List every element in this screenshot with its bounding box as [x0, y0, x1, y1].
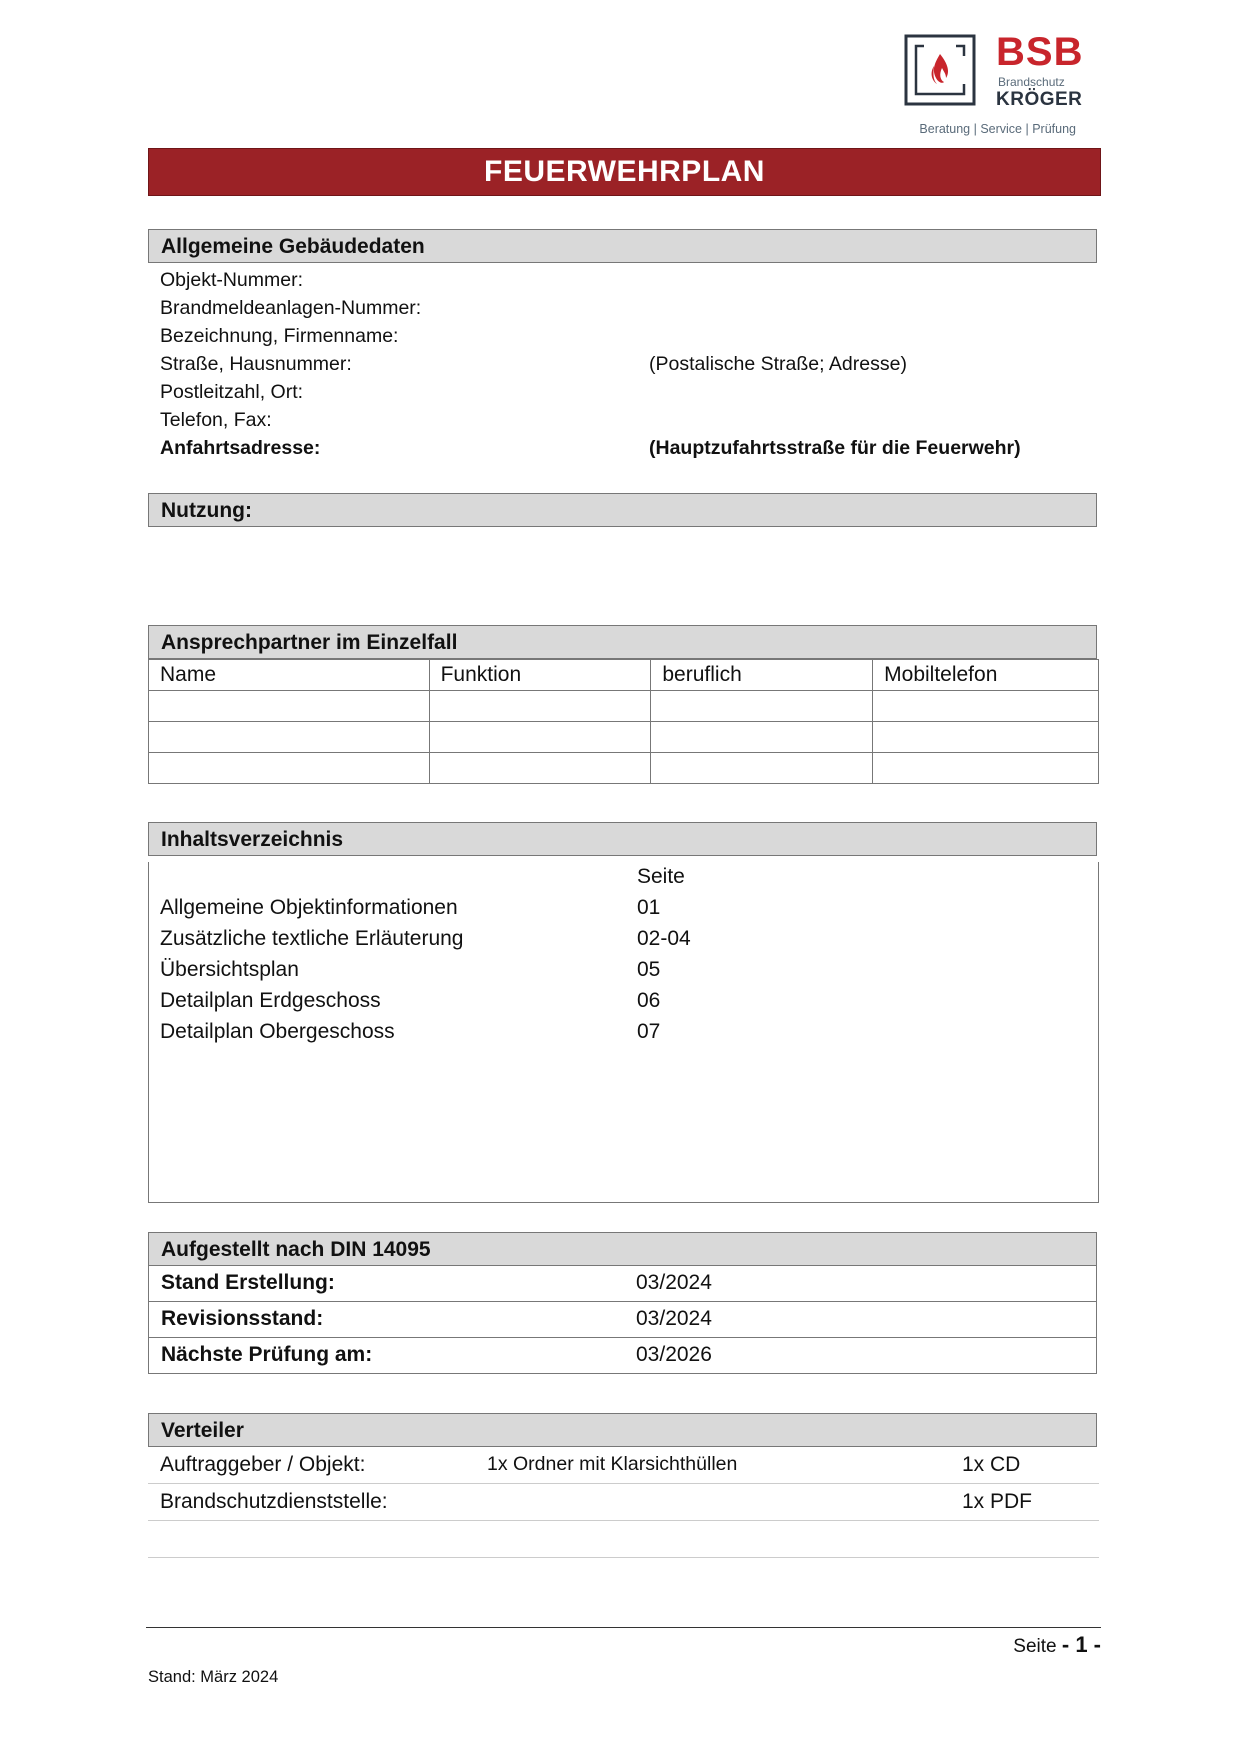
field-row	[160, 406, 272, 434]
column-header: Name	[149, 660, 430, 691]
field-label: Brandmeldeanlagen-Nummer:	[160, 297, 422, 319]
field-label: Objekt-Nummer:	[160, 269, 304, 291]
din-value: 03/2024	[636, 1271, 712, 1294]
table-cell[interactable]	[651, 753, 873, 784]
logo-name: KRÖGER	[996, 89, 1083, 110]
section-toc-header: Inhaltsverzeichnis	[148, 822, 1097, 856]
distribution-media: 1x CD	[962, 1453, 1021, 1476]
field-label: Postleitzahl, Ort:	[160, 381, 304, 403]
toc-item-title: Detailplan Erdgeschoss	[160, 989, 381, 1012]
logo-tagline: Beratung | Service | Prüfung	[919, 122, 1076, 136]
table-cell[interactable]	[149, 722, 430, 753]
table-cell[interactable]	[651, 722, 873, 753]
din-row	[148, 1302, 1097, 1338]
flame-frame-icon	[904, 34, 976, 106]
table-cell[interactable]	[429, 722, 651, 753]
logo-subtitle: Brandschutz	[998, 75, 1065, 89]
table-cell[interactable]	[873, 753, 1099, 784]
field-label: Straße, Hausnummer:	[160, 353, 352, 375]
din-row	[148, 1266, 1097, 1302]
section-general-header: Allgemeine Gebäudedaten	[148, 229, 1097, 263]
distribution-row	[148, 1521, 1099, 1558]
distribution-row	[148, 1484, 1099, 1521]
field-label: Bezeichnung, Firmenname:	[160, 325, 399, 347]
page-number-prefix: Seite	[1013, 1636, 1057, 1657]
din-label: Revisionsstand:	[161, 1307, 324, 1330]
distribution-recipient: Auftraggeber / Objekt:	[160, 1453, 366, 1476]
footer-divider	[146, 1627, 1101, 1628]
table-cell[interactable]	[873, 722, 1099, 753]
column-header: Mobiltelefon	[873, 660, 1099, 691]
din-value: 03/2024	[636, 1307, 712, 1330]
company-logo	[904, 30, 1084, 140]
table-cell[interactable]	[429, 691, 651, 722]
column-header: Funktion	[429, 660, 651, 691]
toc-item	[160, 923, 691, 954]
toc-item-page: 01	[637, 896, 661, 919]
field-row	[160, 266, 303, 294]
logo-brand: BSB	[996, 30, 1084, 74]
field-value: (Hauptzufahrtsstraße für die Feuerwehr)	[649, 437, 1021, 459]
table-cell[interactable]	[429, 753, 651, 784]
toc-item	[160, 985, 661, 1016]
toc-item-page: 02-04	[637, 927, 691, 950]
field-row	[160, 322, 398, 350]
toc-item-title: Detailplan Obergeschoss	[160, 1020, 395, 1043]
field-value: (Postalische Straße; Adresse)	[649, 353, 907, 375]
field-label: Telefon, Fax:	[160, 409, 272, 431]
table-header-row	[149, 660, 1099, 691]
din-row	[148, 1338, 1097, 1374]
footer-stand: Stand: März 2024	[148, 1668, 279, 1686]
page-number	[1013, 1630, 1101, 1662]
distribution-row	[148, 1447, 1099, 1484]
toc-item	[160, 954, 661, 985]
din-value: 03/2026	[636, 1343, 712, 1366]
table-cell[interactable]	[149, 753, 430, 784]
distribution-recipient: Brandschutzdienststelle:	[160, 1490, 388, 1513]
distribution-format: 1x Ordner mit Klarsichthüllen	[487, 1453, 738, 1475]
toc-item-page: 06	[637, 989, 661, 1012]
toc-item-title: Zusätzliche textliche Erläuterung	[160, 927, 464, 950]
table-row	[149, 753, 1099, 784]
din-label: Stand Erstellung:	[161, 1271, 335, 1294]
field-label: Anfahrtsadresse:	[160, 437, 321, 459]
table-cell[interactable]	[651, 691, 873, 722]
section-din-header: Aufgestellt nach DIN 14095	[148, 1232, 1097, 1266]
toc-item-page: 07	[637, 1020, 661, 1043]
section-usage-header: Nutzung:	[148, 493, 1097, 527]
table-row	[149, 691, 1099, 722]
page-title: FEUERWEHRPLAN	[148, 148, 1101, 196]
page-number-value: - 1 -	[1061, 1632, 1101, 1657]
field-row	[160, 350, 907, 378]
column-header: beruflich	[651, 660, 873, 691]
table-cell[interactable]	[873, 691, 1099, 722]
din-label: Nächste Prüfung am:	[161, 1343, 373, 1366]
field-row	[160, 378, 303, 406]
toc-item-title: Allgemeine Objektinformationen	[160, 896, 458, 919]
section-distribution-header: Verteiler	[148, 1413, 1097, 1447]
distribution-media: 1x PDF	[962, 1490, 1033, 1513]
table-cell[interactable]	[149, 691, 430, 722]
contacts-table	[148, 659, 1099, 784]
toc-page-header: Seite	[637, 865, 685, 888]
toc-item-title: Übersichtsplan	[160, 958, 299, 981]
field-row	[160, 294, 421, 322]
table-row	[149, 722, 1099, 753]
field-row	[160, 434, 1021, 462]
toc-item-page: 05	[637, 958, 661, 981]
toc-item	[160, 892, 661, 923]
toc-item	[160, 1016, 661, 1047]
section-contacts-header: Ansprechpartner im Einzelfall	[148, 625, 1097, 659]
